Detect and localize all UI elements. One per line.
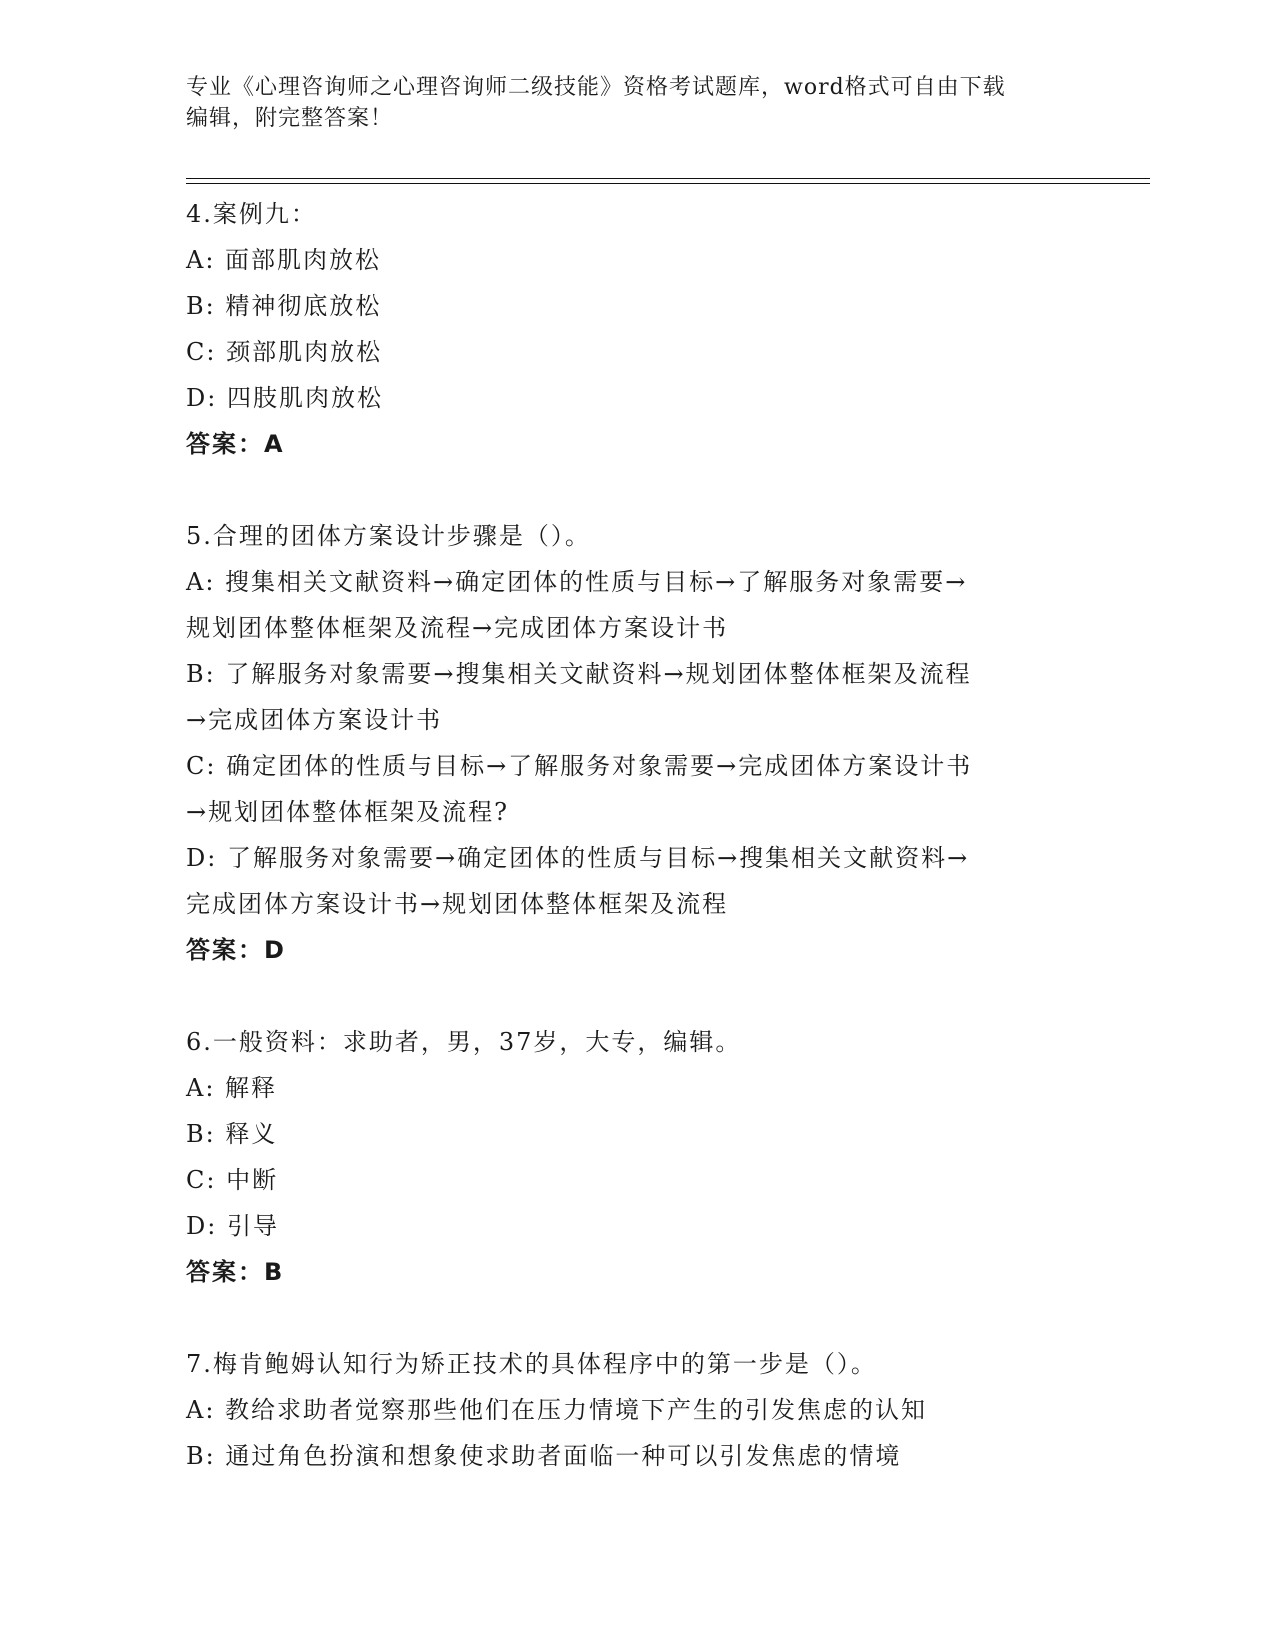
header-line-1: 专业《心理咨询师之心理咨询师二级技能》资格考试题库，word格式可自由下载 [186, 75, 1006, 100]
header-rule-top [186, 178, 1150, 179]
question-stem: 6.一般资料：求助者，男，37岁，大专，编辑。 [186, 1028, 742, 1056]
option-c: C: 中断 [186, 1166, 279, 1194]
spacer [186, 467, 1086, 513]
option-c: C: 颈部肌肉放松 [186, 338, 383, 366]
option-a-line-1: A: 搜集相关文献资料→确定团体的性质与目标→了解服务对象需要→ [186, 568, 968, 596]
option-c-line-1: C: 确定团体的性质与目标→了解服务对象需要→完成团体方案设计书 [186, 752, 973, 780]
option-c-line-2: →规划团体整体框架及流程? [186, 798, 509, 826]
question-4 [186, 191, 1086, 467]
question-stem: 5.合理的团体方案设计步骤是（）。 [186, 522, 591, 550]
option-b-line-2: →完成团体方案设计书 [186, 706, 443, 734]
option-a: A: 教给求助者觉察那些他们在压力情境下产生的引发焦虑的认知 [186, 1396, 928, 1424]
option-b: B: 释义 [186, 1120, 278, 1148]
option-b: B: 精神彻底放松 [186, 292, 382, 320]
answer: 答案：B [186, 1258, 285, 1286]
question-7 [186, 1341, 1086, 1479]
option-b: B: 通过角色扮演和想象使求助者面临一种可以引发焦虑的情境 [186, 1442, 902, 1470]
question-stem: 7.梅肯鲍姆认知行为矫正技术的具体程序中的第一步是（）。 [186, 1350, 877, 1378]
option-a: A: 面部肌肉放松 [186, 246, 382, 274]
spacer [186, 1295, 1086, 1341]
question-6 [186, 1019, 1086, 1295]
header-line-2: 编辑，附完整答案！ [186, 106, 394, 131]
answer: 答案：A [186, 430, 285, 458]
option-a: A: 解释 [186, 1074, 278, 1102]
option-d: D: 引导 [186, 1212, 279, 1240]
option-d: D: 四肢肌肉放松 [186, 384, 383, 412]
option-b-line-1: B: 了解服务对象需要→搜集相关文献资料→规划团体整体框架及流程 [186, 660, 972, 688]
option-d-line-1: D: 了解服务对象需要→确定团体的性质与目标→搜集相关文献资料→ [186, 844, 970, 872]
document-header [186, 72, 1066, 134]
spacer [186, 973, 1086, 1019]
question-5 [186, 513, 1086, 973]
option-d-line-2: 完成团体方案设计书→规划团体整体框架及流程 [186, 890, 729, 918]
option-a-line-2: 规划团体整体框架及流程→完成团体方案设计书 [186, 614, 729, 642]
question-list [186, 191, 1086, 1479]
header-rule-bottom [186, 183, 1150, 184]
answer: 答案：D [186, 936, 286, 964]
question-stem: 4.案例九： [186, 200, 317, 228]
